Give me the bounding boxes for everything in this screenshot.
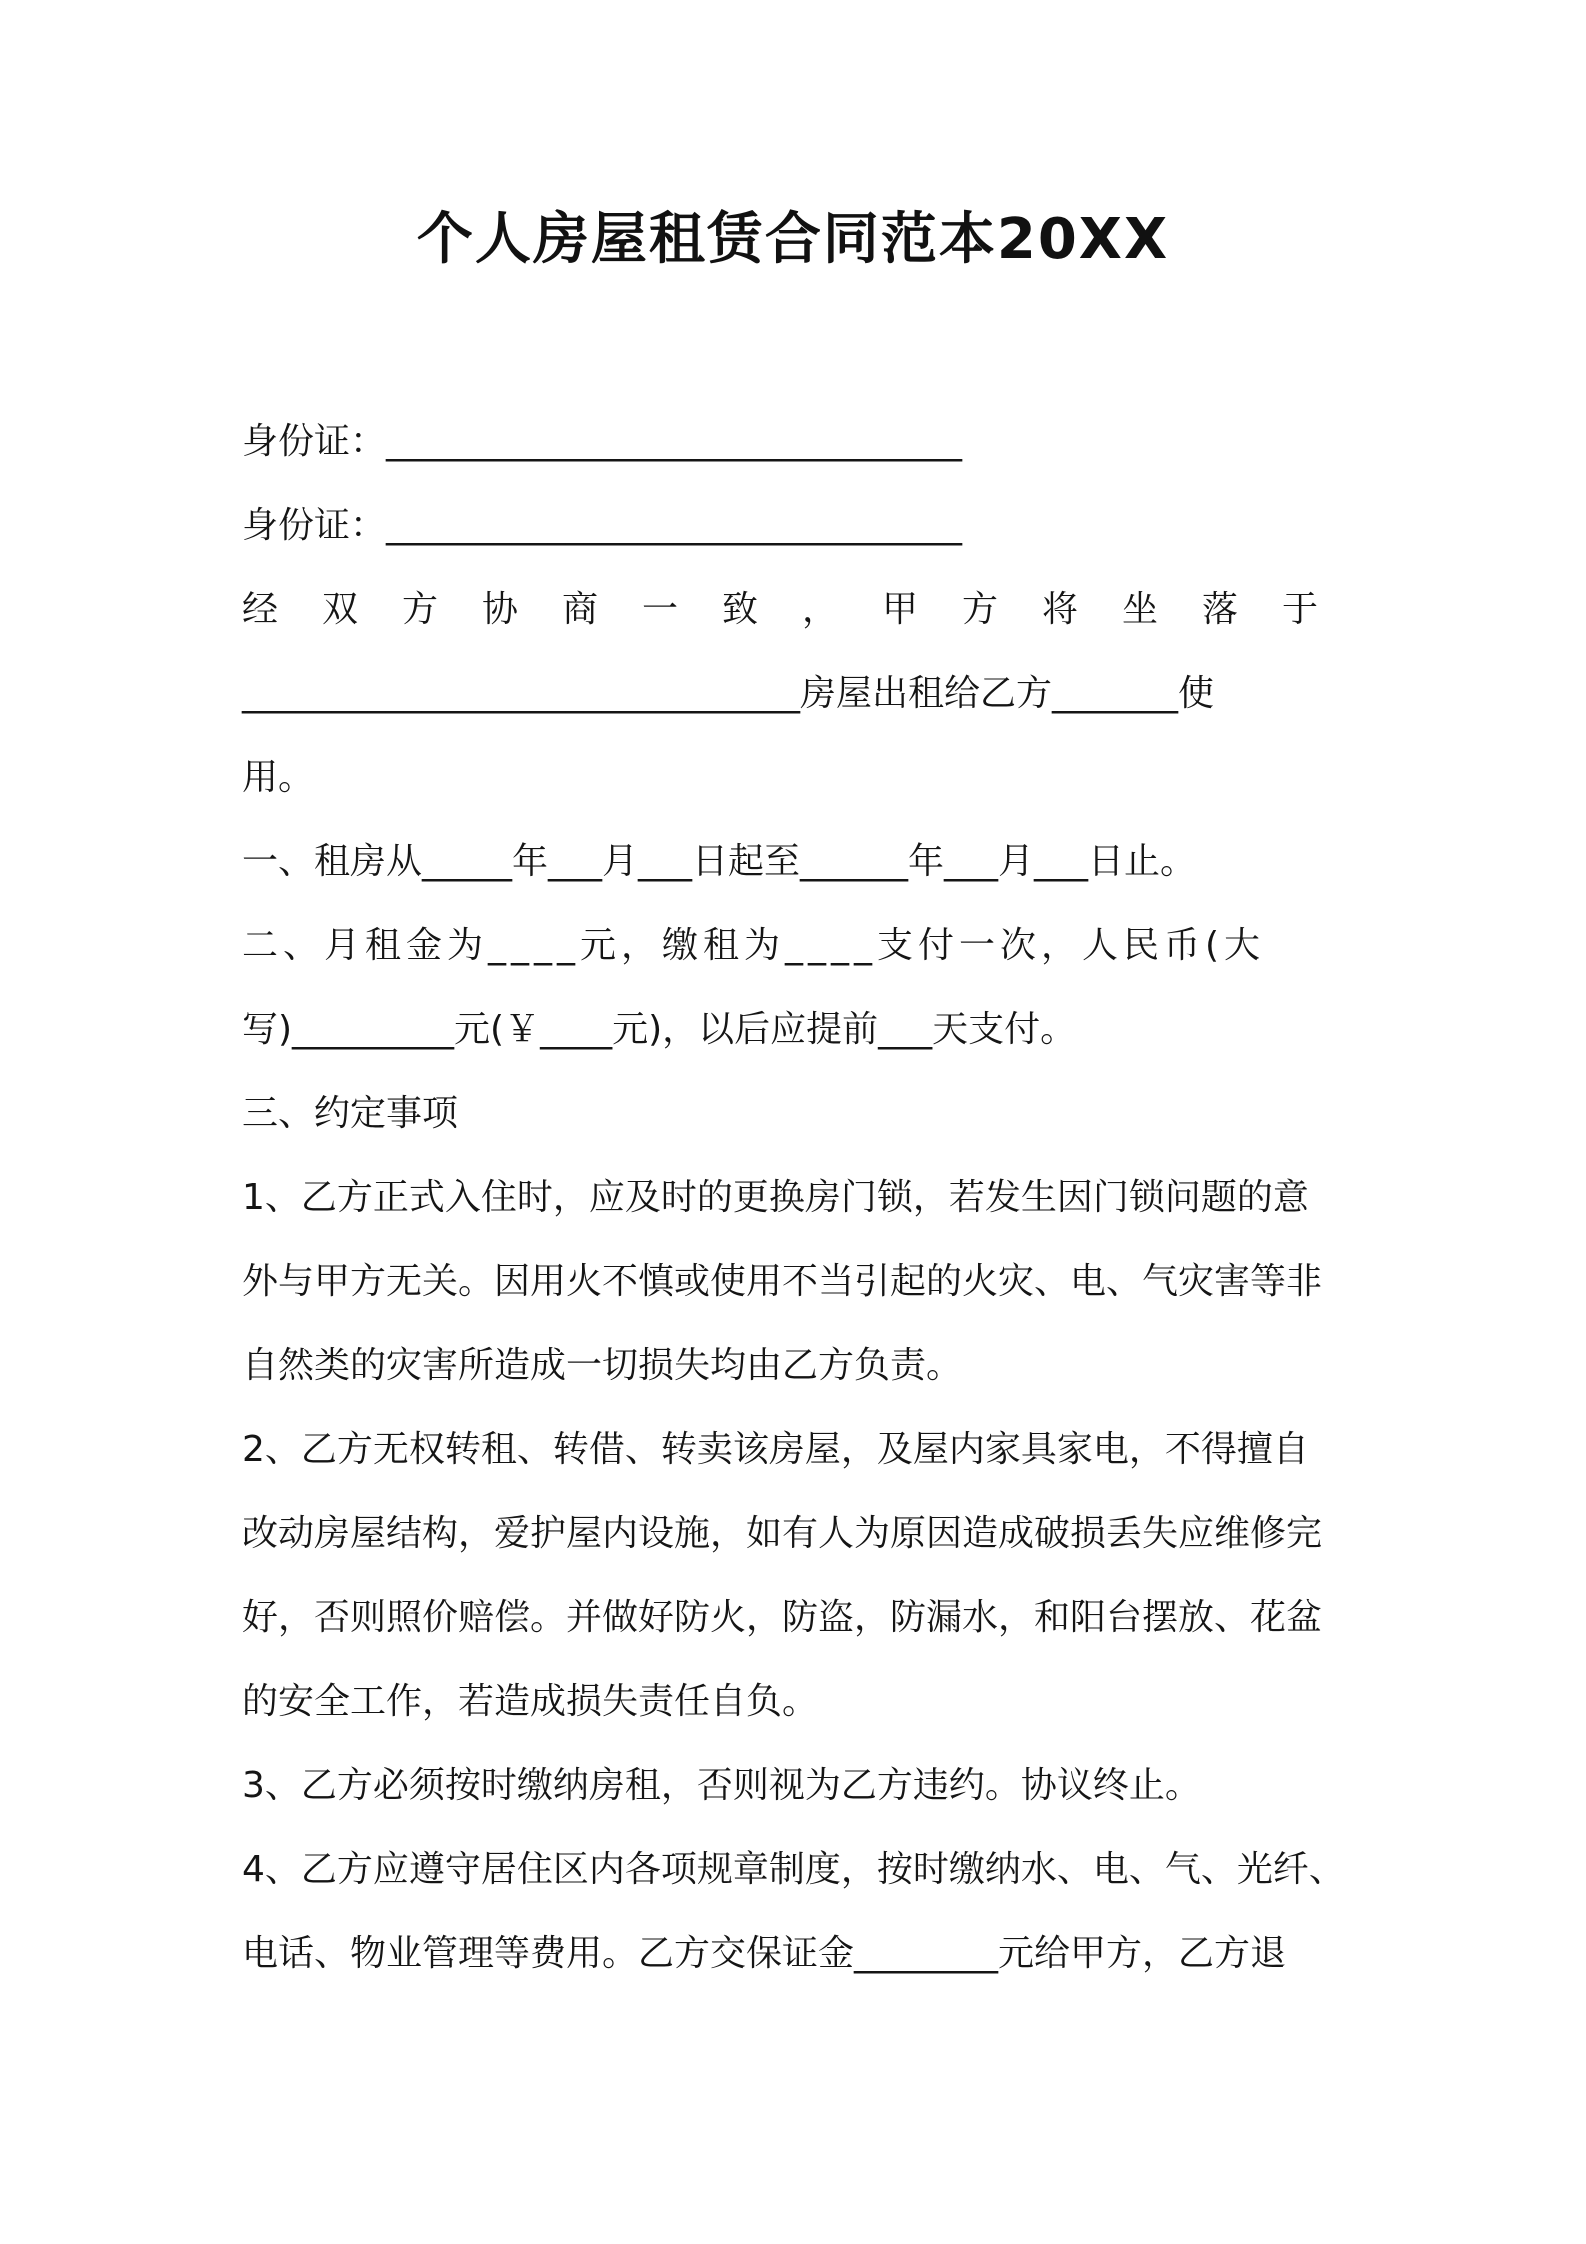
clause-4-line-2: 电话、物业管理等费用。乙方交保证金________元给甲方，乙方退 xyxy=(242,1933,1287,1974)
id-card-line-1: 身份证：________________________________ xyxy=(242,421,963,462)
clause-3-line-1: 3、乙方必须按时缴纳房租，否则视为乙方违约。协议终止。 xyxy=(242,1765,1201,1806)
clause-1-line-2: 外与甲方无关。因用火不慎或使用不当引起的火灾、电、气灾害等非 xyxy=(242,1261,1323,1302)
id-card-line-2: 身份证：________________________________ xyxy=(242,505,963,546)
clause-2-line-3: 好，否则照价赔偿。并做好防火，防盗，防漏水，和阳台摆放、花盆 xyxy=(242,1597,1323,1638)
rent-capital-line: 写)_________元(￥____元)，以后应提前___天支付。 xyxy=(242,1009,1077,1050)
agreement-intro-line xyxy=(242,568,1363,652)
document-body xyxy=(242,400,1363,1996)
lease-term-line: 一、租房从_____年___月___日起至______年___月___日止。 xyxy=(242,841,1197,882)
clause-1-line-1: 1、乙方正式入住时，应及时的更换房门锁，若发生因门锁问题的意 xyxy=(242,1177,1309,1218)
document-title: 个人房屋租赁合同范本20XX xyxy=(416,207,1170,272)
agreed-items-heading: 三、约定事项 xyxy=(242,1093,459,1134)
clause-2-line-2: 改动房屋结构，爱护屋内设施，如有人为原因造成破损丢失应维修完 xyxy=(242,1513,1323,1554)
clause-4-line-1: 4、乙方应遵守居住区内各项规章制度，按时缴纳水、电、气、光纤、 xyxy=(242,1849,1345,1890)
usage-line: 用。 xyxy=(242,757,315,798)
clause-2-line-1: 2、乙方无权转租、转借、转卖该房屋，及屋内家具家电，不得擅自 xyxy=(242,1429,1309,1470)
clause-2-line-4: 的安全工作，若造成损失责任自负。 xyxy=(242,1681,819,1722)
agreement-intro-text: 经双方协商一致，甲方将坐落于 xyxy=(242,589,1363,630)
clause-1-line-3: 自然类的灾害所造成一切损失均由乙方负责。 xyxy=(242,1345,963,1386)
rent-amount-line: 二、月租金为____元，缴租为____支付一次，人民币(大 xyxy=(242,925,1266,966)
property-location-line: _______________________________房屋出租给乙方_______使 xyxy=(242,673,1215,714)
